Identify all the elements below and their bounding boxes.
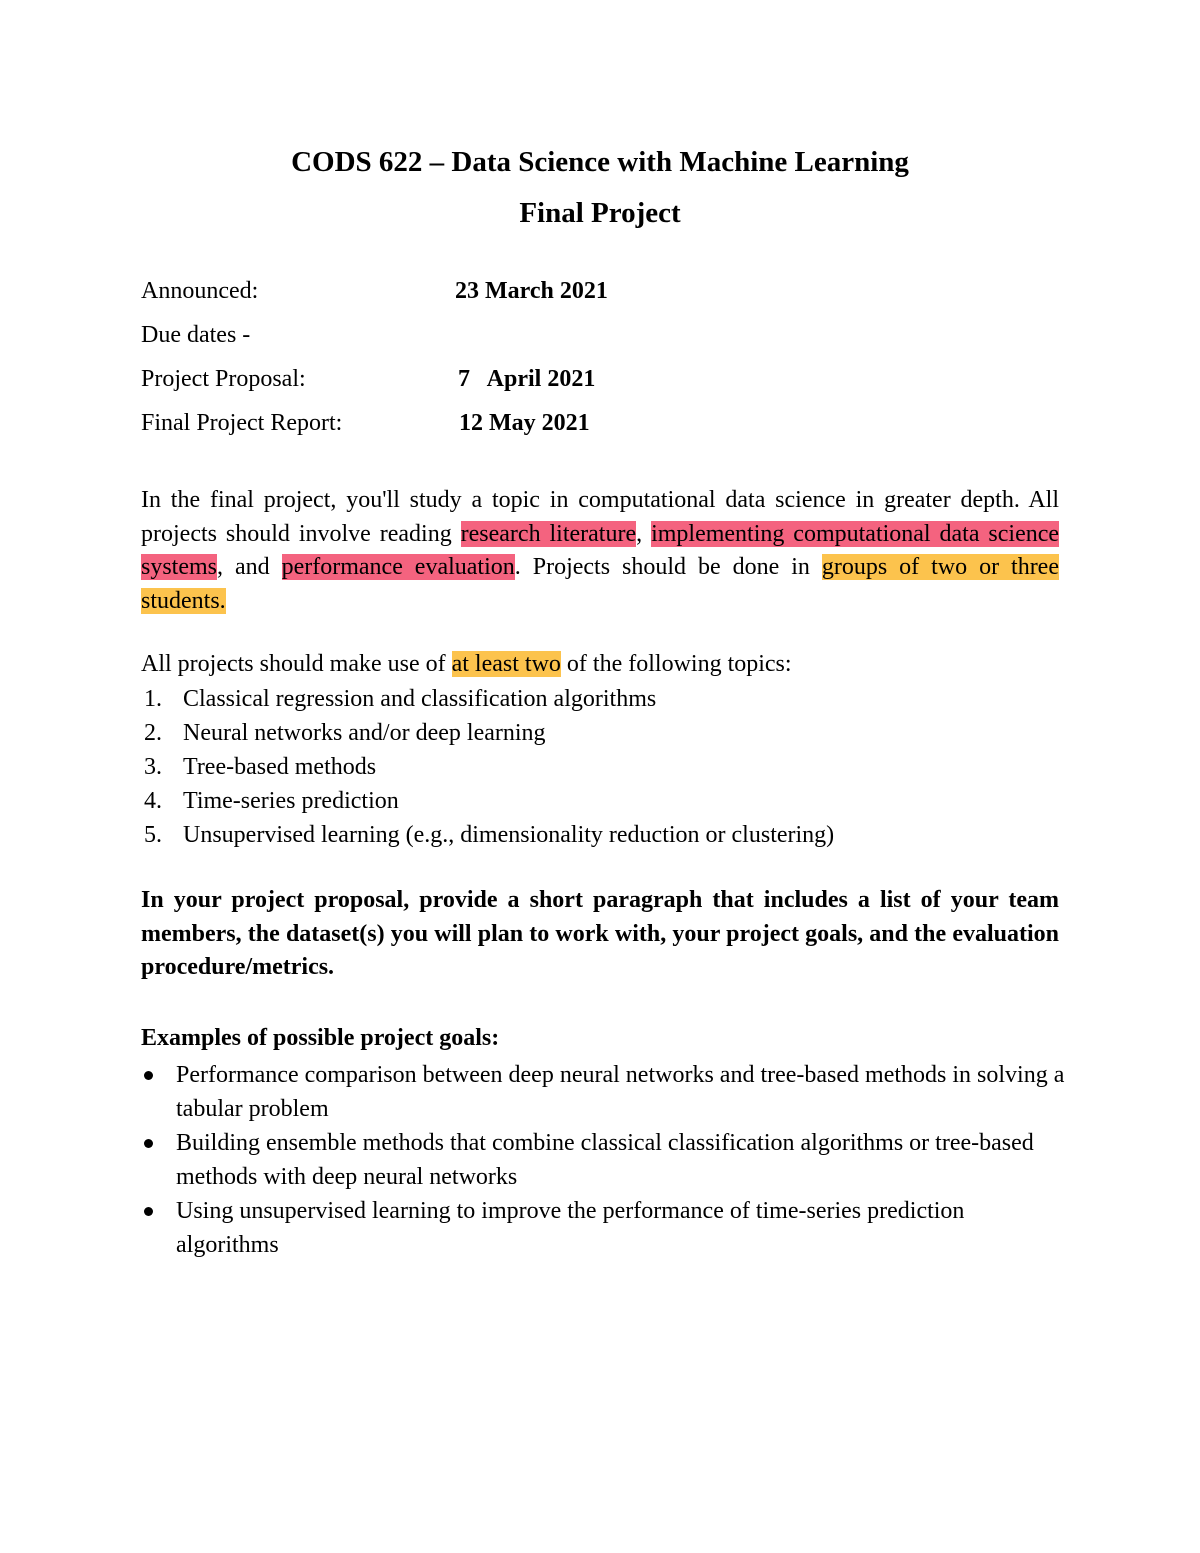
list-item-text: Classical regression and classification algorithms [183, 686, 657, 712]
announced-date: 23 March 2021 [455, 278, 608, 304]
list-item [141, 682, 834, 716]
list-item [141, 818, 834, 852]
intro-text-mid: . Projects should be done in [514, 554, 822, 580]
topics-lead-end: of the following topics: [560, 651, 792, 677]
highlight-implementing: implementing computational data science systems [141, 520, 1060, 580]
list-item-text: Unsupervised learning (e.g., dimensionality reduction or clustering) [183, 822, 835, 848]
list-number: 3. [144, 754, 162, 780]
intro-text-start: In the final project, you'll study a topic in computational data science in greater depth. All projects should involve reading [141, 487, 1059, 547]
list-item-text: Tree-based methods [183, 754, 377, 780]
list-item [141, 1194, 1071, 1262]
bullet-icon [144, 1207, 153, 1216]
document-title: CODS 622 – Data Science with Machine Learning [291, 146, 909, 178]
report-due-label: Final Project Report: [141, 410, 343, 436]
highlight-performance-evaluation: performance evaluation [281, 554, 515, 580]
announced-label: Announced: [141, 278, 259, 304]
bullet-icon [144, 1071, 153, 1080]
list-number: 4. [144, 788, 162, 814]
goals-list [141, 1058, 1071, 1262]
list-number: 2. [144, 720, 162, 746]
list-item-text: Using unsupervised learning to improve the performance of time-series prediction algorithms [176, 1198, 965, 1258]
proposal-due-date: 7 April 2021 [458, 366, 596, 392]
list-item-text: Neural networks and/or deep learning [183, 720, 546, 746]
proposal-due-label: Project Proposal: [141, 366, 306, 392]
document-subtitle: Final Project [519, 197, 681, 229]
list-number: 5. [144, 822, 162, 848]
proposal-instructions: In your project proposal, provide a short paragraph that includes a list of your team members, the dataset(s) you will plan to work with, your project goals, and the evaluation procedure/metrics. [141, 887, 1059, 980]
due-dates-label: Due dates - [141, 322, 251, 348]
list-item [141, 1058, 1071, 1126]
list-item [141, 1126, 1071, 1194]
intro-comma: , [636, 520, 652, 547]
highlight-groups: groups of two or three students. [141, 554, 1059, 614]
list-item [141, 784, 834, 818]
highlight-at-least-two: at least two [451, 651, 561, 677]
examples-heading: Examples of possible project goals: [141, 1025, 500, 1051]
intro-paragraph [141, 484, 1059, 618]
list-item [141, 750, 834, 784]
report-due-date: 12 May 2021 [459, 410, 590, 436]
bullet-icon [144, 1139, 153, 1148]
list-item-text: Performance comparison between deep neural networks and tree-based methods in solving a tabular problem [176, 1062, 1065, 1122]
list-number: 1. [144, 686, 162, 712]
list-item-text: Time-series prediction [183, 788, 399, 814]
topics-list [141, 682, 834, 852]
topics-lead-start: All projects should make use of [141, 651, 452, 677]
list-item-text: Building ensemble methods that combine classical classification algorithms or tree-based methods with deep neural networks [176, 1130, 1034, 1190]
intro-and: , and [217, 554, 282, 580]
list-item [141, 716, 834, 750]
topics-lead [141, 648, 1059, 682]
highlight-research-literature: research literature [460, 520, 637, 547]
